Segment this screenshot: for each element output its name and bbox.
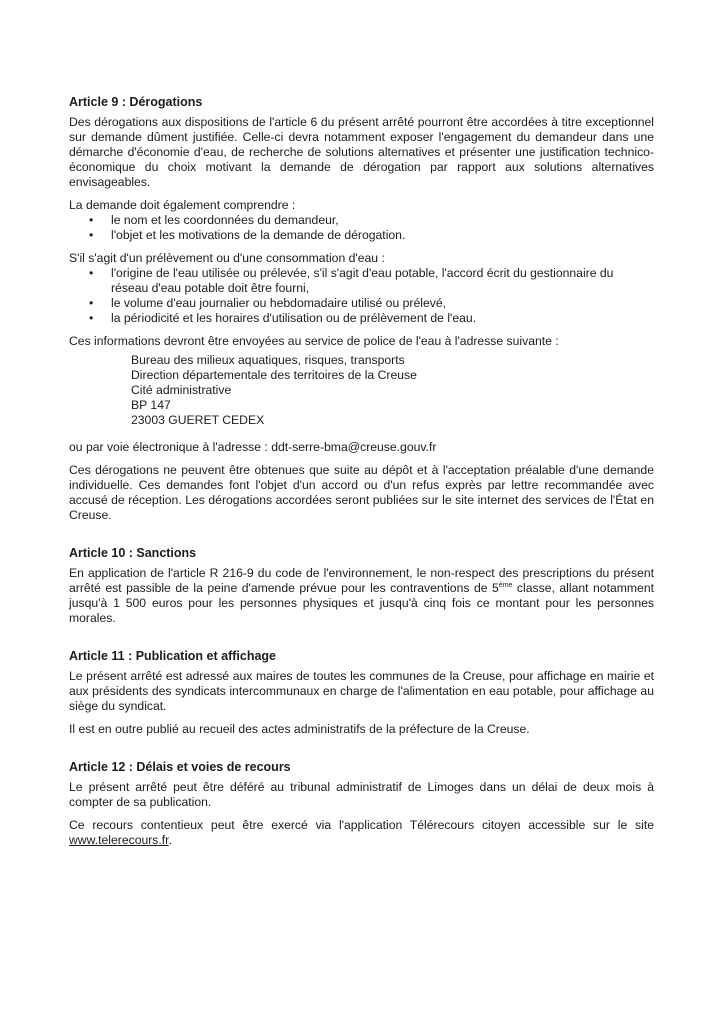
article-11-title: Article 11 : Publication et affichage xyxy=(69,649,277,663)
postal-address xyxy=(69,353,654,428)
address-line: Cité administrative xyxy=(131,383,232,397)
article-9-email-line: ou par voie électronique à l'adresse : ddt-serre-bma@creuse.gouv.fr xyxy=(69,440,437,454)
list-item: • le nom et les coordonnées du demandeur, xyxy=(111,213,654,228)
text-span: . xyxy=(168,833,172,847)
list-item: • le volume d'eau journalier ou hebdomadaire utilisé ou prélevé, xyxy=(111,296,654,311)
article-9-paragraph-1: Des dérogations aux dispositions de l'article 6 du présent arrêté pourront être accordées à titre exceptionnel sur demande dûment justifiée. Celle-ci devra notamment exposer l'engagement du demandeur dans une démarche d'économie d'eau, de recherche de solutions alternatives et présenter une justification technico-économique du choix motivant la demande de dérogation par rapport aux solutions alternatives envisageables. xyxy=(69,115,654,189)
article-9-paragraph-3: S'il s'agit d'un prélèvement ou d'une consommation d'eau : xyxy=(69,251,385,265)
superscript: ème xyxy=(498,582,513,589)
address-line: BP 147 xyxy=(131,398,171,412)
article-9-title: Article 9 : Dérogations xyxy=(69,95,203,109)
article-9-paragraph-4: Ces informations devront être envoyées au service de police de l'eau à l'adresse suivante : xyxy=(69,334,559,348)
telerecours-link[interactable]: www.telerecours.fr xyxy=(69,833,169,847)
document-page xyxy=(69,94,654,848)
list-item: • l'origine de l'eau utilisée ou prélevée, s'il s'agit d'eau potable, l'accord écrit du gestionnaire du réseau d'eau potable doit être fourni, xyxy=(111,266,654,296)
article-9-list-2 xyxy=(69,266,654,326)
address-line: 23003 GUERET CEDEX xyxy=(131,413,265,427)
list-item: • l'objet et les motivations de la demande de dérogation. xyxy=(111,228,654,243)
text-span: classe, allant notamment jusqu'à 1 500 euros pour les personnes physiques et jusqu'à cinq fois ce montant pour les personnes morales. xyxy=(69,581,654,625)
article-9-paragraph-2: La demande doit également comprendre : xyxy=(69,198,296,212)
article-11-paragraph-2: Il est en outre publié au recueil des actes administratifs de la préfecture de la Creuse. xyxy=(69,722,530,736)
article-10-paragraph-1 xyxy=(69,566,654,626)
article-10-title: Article 10 : Sanctions xyxy=(69,546,197,560)
article-12-title: Article 12 : Délais et voies de recours xyxy=(69,760,291,774)
list-item: • la périodicité et les horaires d'utilisation ou de prélèvement de l'eau. xyxy=(111,311,654,326)
address-line: Bureau des milieux aquatiques, risques, transports xyxy=(131,353,405,367)
article-12-paragraph-2 xyxy=(69,818,654,848)
article-9-paragraph-6: Ces dérogations ne peuvent être obtenues que suite au dépôt et à l'acceptation préalable d'une demande individuelle. Ces demandes font l'objet d'un accord ou d'un refus exprès par lettre recommandée avec accusé de réception. Les dérogations accordées seront publiées sur le site internet des services de l'État en Creuse. xyxy=(69,463,654,522)
article-12-paragraph-1: Le présent arrêté peut être déféré au tribunal administratif de Limoges dans un délai de deux mois à compter de sa publication. xyxy=(69,780,654,809)
address-line: Direction départementale des territoires de la Creuse xyxy=(131,368,417,382)
text-span: En application de l'article R 216-9 du code de l'environnement, le non-respect des prescriptions du présent arrêté est passible de la peine d'amende prévue pour les contraventions de 5 xyxy=(69,566,654,595)
text-span: Ce recours contentieux peut être exercé via l'application Télérecours citoyen accessible sur le site xyxy=(69,818,654,832)
article-9-list-1 xyxy=(69,213,654,243)
article-11-paragraph-1: Le présent arrêté est adressé aux maires de toutes les communes de la Creuse, pour affichage en mairie et aux présidents des syndicats intercommunaux en charge de l'alimentation en eau potable, pour affichage au siège du syndicat. xyxy=(69,669,654,713)
